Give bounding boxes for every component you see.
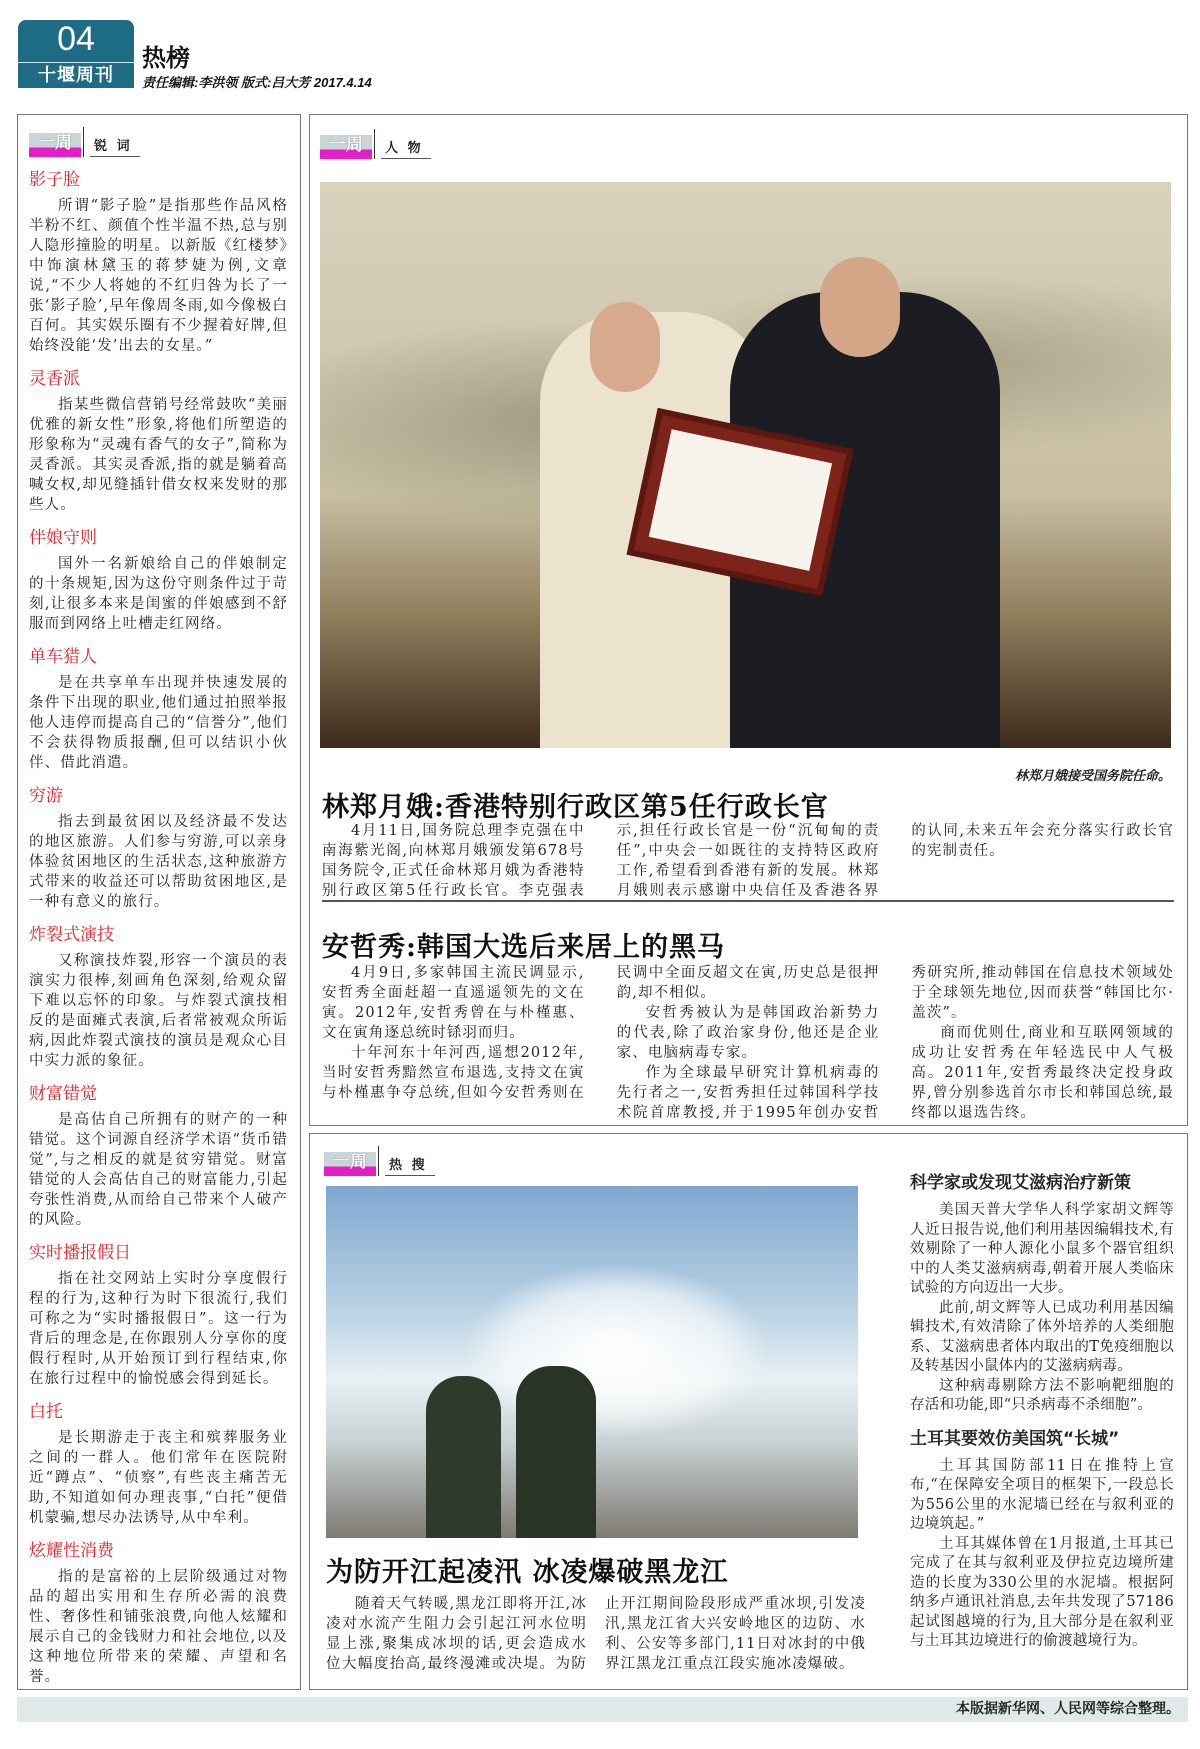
news-briefs (910, 1164, 1174, 1652)
ice-blasting-photo (326, 1186, 858, 1538)
page-number: 04 (57, 20, 95, 58)
keyword-title: 伴娘守则 (29, 528, 97, 548)
people-section (309, 114, 1188, 1126)
keyword-definition: 是长期游走于丧主和殡葬服务业之间的一群人。他们常年在医院附近“蹲点”、“侦察”,有些丧主痛苦无助,不知道如何办理丧事,“白托”便借机蒙骗,想尽办法诱导,从中牟利。 (29, 1430, 288, 1526)
appointment-photo (320, 182, 1171, 748)
article-title: 科学家或发现艾滋病治疗新策 (910, 1173, 1131, 1193)
article-body (322, 963, 1174, 1123)
keyword-title: 炫耀性消费 (29, 1541, 114, 1561)
keyword-title: 穷游 (29, 786, 63, 806)
paragraph: 作为全球最早研究计算机病毒的先行者之一,安哲秀担任过韩国科学技术院首席教授,并于1995年创办安哲秀研究所,推动韩国在信息技术领域处于全球领先地位,因而获誉“韩国比尔·盖茨”。 (616, 965, 1174, 1121)
keyword-title: 财富错觉 (29, 1084, 97, 1104)
week-tag: 一周 (29, 133, 81, 157)
paragraph: 4月9日,多家韩国主流民调显示,安哲秀全面赶超一直遥遥领先的文在寅。2012年,安哲秀曾在与朴槿惠、文在寅角逐总统时铩羽而归。 (322, 965, 585, 1041)
article-title: 安哲秀:韩国大选后来居上的黑马 (322, 932, 725, 963)
keyword-definition: 国外一名新娘给自己的伴娘制定的十条规矩,因为这份守则条件过于苛刻,让很多本来是闺蜜的伴娘感到不舒服而到网络上吐槽走红网络。 (29, 556, 288, 632)
paragraph: 土耳其国防部11日在推特上宣布,“在保障安全项目的框架下,一段总长为556公里的水泥墙已经在与叙利亚的边境筑起。” (910, 1457, 1174, 1532)
keyword-definition: 又称演技炸裂,形容一个演员的表演实力很棒,刻画角色深刻,给观众留下难以忘怀的印象。与炸裂式演技相反的是面瘫式表演,后者常被观众所诟病,因此炸裂式演技的演员是观众心目中实力派的象征。 (29, 953, 288, 1069)
photo-caption: 林郑月娥接受国务院任命。 (1014, 768, 1171, 783)
article-body (326, 1594, 866, 1674)
article-title: 为防开江起凌汛 冰凌爆破黑龙江 (326, 1557, 729, 1588)
keyword-title: 单车猎人 (29, 647, 97, 667)
article-body (910, 1457, 1174, 1652)
paragraph: 随着天气转暖,黑龙江即将开江,冰凌对水流产生阻力会引起江河水位明显上涨,聚集成冰坝的话,更会造成水位大幅度抬高,最终漫滩或决堤。为防止开江期间险段形成严重冰坝,引发凌汛,黑龙江省大兴安岭地区的边防、水利、公安等多部门,11日对冰封的中俄界江黑龙江重点江段实施冰凌爆破。 (326, 1596, 866, 1672)
keyword-definition: 指去到最贫困以及经济最不发达的地区旅游。人们参与穷游,可以亲身体验贫困地区的生活状态,这种旅游方式带来的收益还可以帮助贫困地区,是一种有意义的旅行。 (29, 814, 288, 910)
keyword-title: 影子脸 (29, 170, 80, 190)
label-name: 热 搜 (385, 1154, 435, 1176)
section-title: 热榜 (142, 43, 190, 72)
label-separator (378, 1146, 379, 1176)
divider (322, 900, 1174, 902)
paragraph: 此前,胡文辉等人已成功利用基因编辑技术,有效清除了体外培养的人类细胞系、艾滋病患者体内取出的T免疫细胞以及转基因小鼠体内的艾滋病病毒。 (910, 1299, 1174, 1374)
keywords-column (17, 114, 301, 1690)
keyword-title: 炸裂式演技 (29, 925, 114, 945)
article-title: 林郑月娥:香港特别行政区第5任行政长官 (322, 792, 829, 823)
hot-label (324, 1146, 435, 1176)
keyword-definition: 指某些微信营销号经常鼓吹“美丽优雅的新女性”形象,将他们所塑造的形象称为“灵魂有香气的女子”,简称为灵香派。其实灵香派,指的就是躺着高喊女权,却见缝插针借女权来发财的那些人。 (29, 397, 288, 513)
week-tag: 一周 (320, 135, 372, 159)
paragraph: 十年河东十年河西,遥想2012年,当时安哲秀黯然宣布退选,支持文在寅与朴槿惠争夺总统,但如今安哲秀则在民调中全面反超文在寅,历史总是很押韵,却不相似。 (322, 965, 880, 1101)
paragraph: 商而优则仕,商业和互联网领域的成功让安哲秀在年轻选民中人气极高。2011年,安哲秀最终决定投身政界,曾分别参选首尔市长和韩国总统,最终都以退选告终。 (911, 1025, 1174, 1121)
keyword-title: 白托 (29, 1402, 63, 1422)
paragraph: 土耳其媒体曾在1月报道,土耳其已完成了在其与叙利亚及伊拉克边境所建造的长度为330公里的水泥墙。根据阿纳多卢通讯社消息,去年共发现了57186起试图越境的行为,且大部分是在叙利亚与土耳其边境进行的偷渡越境行为。 (910, 1535, 1174, 1649)
paragraph: 美国天普大学华人科学家胡文辉等人近日报告说,他们利用基因编辑技术,有效剔除了一种人源化小鼠多个器官组织中的人类艾滋病病毒,朝着开展人类临床试验的方向迈出一大步。 (910, 1202, 1174, 1296)
keyword-definition: 是在共享单车出现并快速发展的条件下出现的职业,他们通过拍照举报他人违停而提高自己的“信誉分”,他们不会获得物质报酬,但可以结识小伙伴、借此消遣。 (29, 675, 288, 771)
keyword-definition: 所谓“影子脸”是指那些作品风格半粉不红、颜值个性半温不热,总与别人隐形撞脸的明星。以新版《红楼梦》中饰演林黛玉的蒋梦婕为例,文章说,“不少人将她的不红归咎为长了一张‘影子脸’,早年像周冬雨,如今像极白百何。其实娱乐圈有不少握着好牌,但始终没能‘发’出去的女星。” (29, 198, 288, 354)
hot-search-section (309, 1133, 1188, 1690)
keyword-definition: 指在社交网站上实时分享度假行程的行为,这种行为时下很流行,我们可称之为“实时播报假日”。这一行为背后的理念是,在你跟别人分享你的度假行程时,从开始预订到行程结束,你在旅行过程中的愉悦感会得到延长。 (29, 1271, 288, 1387)
label-name: 锐 词 (90, 135, 140, 157)
page-badge (18, 20, 134, 88)
people-label (320, 129, 431, 159)
keyword-title: 灵香派 (29, 369, 80, 389)
brand-name: 十堰周刊 (18, 62, 134, 88)
paragraph: 这种病毒剔除方法不影响靶细胞的存活和功能,即“只杀病毒不杀细胞”。 (910, 1377, 1174, 1413)
label-name: 人 物 (381, 137, 431, 159)
article-body (322, 821, 1174, 901)
week-tag: 一周 (324, 1152, 376, 1176)
keyword-title: 实时播报假日 (29, 1243, 131, 1263)
paragraph: 安哲秀被认为是韩国政治新势力的代表,除了政治家身份,他还是企业家、电脑病毒专家。 (616, 1005, 880, 1061)
keywords-label (29, 127, 288, 157)
article-body (910, 1201, 1174, 1416)
keyword-list (29, 165, 288, 1687)
footer-bar (17, 1697, 1188, 1722)
editor-credit: 责任编辑:李洪领 版式:吕大芳 2017.4.14 (142, 75, 372, 90)
paragraph: 4月11日,国务院总理李克强在中南海紫光阁,向林郑月娥颁发第678号国务院令,正式任命林郑月娥为香港特别行政区第5任行政长官。李克强表示,担任行政长官是一份“沉甸甸的责任”,中央会一如既往的支持特区政府工作,希望看到香港有新的发展。林郑月娥则表示感谢中央信任及香港各界的认同,未来五年会充分落实行政长官的宪制责任。 (322, 823, 1174, 899)
label-separator (83, 127, 84, 157)
label-separator (374, 129, 375, 159)
keyword-definition: 是高估自己所拥有的财产的一种错觉。这个词源自经济学术语“货币错觉”,与之相反的就是贫穷错觉。财富错觉的人会高估自己的财富能力,引起夸张性消费,从而给自己带来个人破产的风险。 (29, 1112, 288, 1228)
source-note: 本版据新华网、人民网等综合整理。 (956, 1701, 1180, 1717)
article-title: 土耳其要效仿美国筑“长城” (910, 1428, 1120, 1449)
keyword-definition: 指的是富裕的上层阶级通过对物品的超出实用和生存所必需的浪费性、奢侈性和铺张浪费,向他人炫耀和展示自己的金钱财力和社会地位,以及这种地位所带来的荣耀、声望和名誉。 (29, 1569, 288, 1685)
